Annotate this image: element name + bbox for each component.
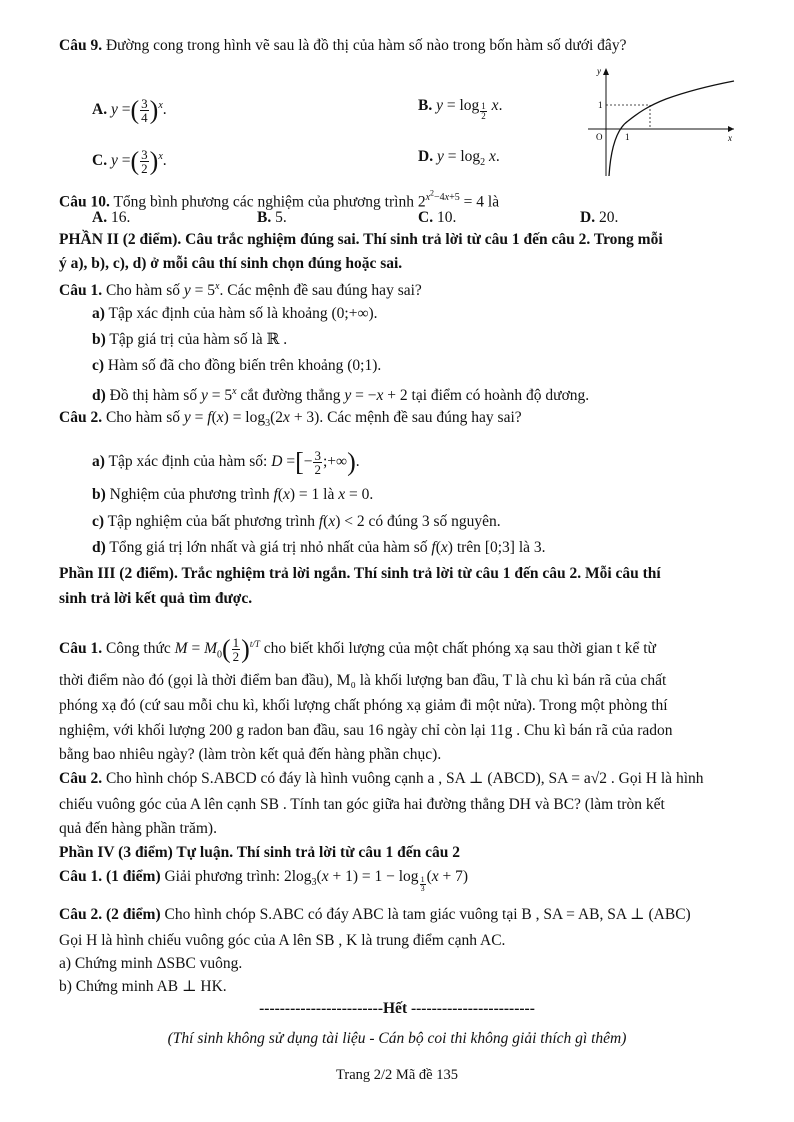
q9-a-label: A. xyxy=(92,101,108,119)
end-marker: ------------------------Hết ------------------------ xyxy=(259,1000,535,1017)
footer-note: (Thí sinh không sử dụng tài liệu - Cán bộ coi thi không giải thích gì thêm) xyxy=(167,1030,627,1047)
graph-y-label: y xyxy=(597,66,601,76)
q10-option-a: A. 16. xyxy=(92,209,131,226)
q9-option-a: A. y =( $\frac{3}{4}$ )$^x$. xyxy=(92,95,167,126)
y-axis-arrow xyxy=(603,68,609,75)
p2q1-a: a) Tập xác định của hàm số là khoảng (0;+∞). xyxy=(92,305,378,322)
p2q2-d: d) Tổng giá trị lớn nhất và giá trị nhỏ nhất của hàm số f(x) trên [0;3] là 3. xyxy=(92,539,546,556)
q10-label: Câu 10. xyxy=(59,193,110,211)
p4q1: Câu 1. (1 điểm) Giải phương trình: $2\log_3(x + 1) = 1 - \log$ $\frac{1}{3}$ (x + 7) xyxy=(59,868,469,893)
p3q1-line2: thời điểm nào đó (gọi là thời điểm ban đầu), M₀ là khối lượng ban đầu, T là chu kì bán rã của chất xyxy=(59,672,667,689)
p2q1-c: c) Hàm số đã cho đồng biến trên khoảng (0;1). xyxy=(92,357,382,374)
p3q2-line1: Câu 2. Cho hình chóp S.ABCD có đáy là hình vuông cạnh a , SA ⊥ (ABCD), SA = a√2 . Gọi H là hình xyxy=(59,770,704,787)
p2q1-d: d) Đồ thị hàm số $y = 5^x$ cắt đường thẳng y = −x + 2 tại điểm có hoành độ dương. xyxy=(92,386,590,405)
q9-b-label: B. xyxy=(418,97,433,114)
p2q2-stem: Câu 2. Cho hàm số $y = f(x) = \log_3(2x + 3)$. Các mệnh đề sau đúng hay sai? xyxy=(59,409,522,430)
p2q1-stem: Câu 1. Cho hàm số $y = 5^x$. Các mệnh đề sau đúng hay sai? xyxy=(59,281,422,300)
part3-heading-2: sinh trả lời kết quả tìm được. xyxy=(59,590,253,607)
q9-d-label: D. xyxy=(418,148,434,165)
graph-tick-y: 1 xyxy=(598,100,603,110)
x-axis-arrow xyxy=(728,126,734,132)
p2q2-a: a) Tập xác định của hàm số: D =[− $\frac{3}{2}$ ;+∞). xyxy=(92,447,360,477)
p2q1-b: b) Tập giá trị của hàm số là ℝ . xyxy=(92,331,288,348)
p4q2-line1: Câu 2. (2 điểm) Cho hình chóp S.ABC có đáy ABC là tam giác vuông tại B , SA = AB, SA ⊥ (ABC) xyxy=(59,906,691,923)
q9-c-label: C. xyxy=(92,152,108,170)
graph-tick-x: 1 xyxy=(625,132,630,142)
p3q1-line3: phóng xạ đó (cứ sau mỗi chu kì, khối lượng chất phóng xạ giảm đi một nửa). Trong một phòng thí xyxy=(59,697,668,714)
q9-option-c: C. y =( $\frac{3}{2}$ )$^x$. xyxy=(92,146,167,177)
part4-heading: Phần IV (3 điểm) Tự luận. Thí sinh trả lời từ câu 1 đến câu 2 xyxy=(59,844,460,861)
q10-option-d: D. 20. xyxy=(580,209,619,226)
p4q2-line2: Gọi H là hình chiếu vuông góc của A lên SB , K là trung điểm cạnh AC. xyxy=(59,932,506,949)
p2q2-b: b) Nghiệm của phương trình f(x) = 1 là x = 0. xyxy=(92,486,374,503)
p2q2-c: c) Tập nghiệm của bất phương trình f(x) < 2 có đúng 3 số nguyên. xyxy=(92,513,501,530)
graph-x-label: x xyxy=(728,133,732,143)
p3q2-line3: quả đến hàng phần trăm). xyxy=(59,820,217,837)
q9-option-b: B. y = log $\frac{1}{2}$ x. xyxy=(418,97,503,121)
graph-origin: O xyxy=(596,132,603,142)
q9-option-d: D. $y = \log_2 x$. xyxy=(418,148,500,169)
q10-tail: là xyxy=(487,193,500,211)
part2-heading-1: PHẦN II (2 điểm). Câu trắc nghiệm đúng sai. Thí sinh trả lời từ câu 1 đến câu 2. Trong mỗi xyxy=(59,231,663,248)
q10-stem: Câu 10. Tổng bình phương các nghiệm của phương trình $2^{x^2-4x+5} = 4$ là xyxy=(59,189,500,211)
part3-heading-1: Phần III (2 điểm). Trắc nghiệm trả lời ngắn. Thí sinh trả lời từ câu 1 đến câu 2. Mỗi câu thí xyxy=(59,565,661,582)
q9-graph xyxy=(588,66,738,178)
p4q2-b: b) Chứng minh AB ⊥ HK. xyxy=(59,978,227,995)
q10-text: Tổng bình phương các nghiệm của phương trình xyxy=(113,193,414,211)
p3q1-line5: bằng bao nhiêu ngày? (làm tròn kết quả đến hàng phần chục). xyxy=(59,746,442,763)
q10-option-b: B. 5. xyxy=(257,209,287,226)
q9-text: Đường cong trong hình vẽ sau là đồ thị của hàm số nào trong bốn hàm số dưới đây? xyxy=(105,37,627,54)
q10-option-c: C. 10. xyxy=(418,209,457,226)
p3q1-line1: Câu 1. Công thức $M = M_0$( $\frac{1}{2}$ )$^{t/T}$ cho biết khối lượng của một chất phóng xạ sau thời gian t kể từ xyxy=(59,634,656,665)
q9-label: Câu 9. xyxy=(59,37,103,54)
p3q2-line2: chiếu vuông góc của A lên cạnh SB . Tính tan góc giữa hai đường thẳng DH và BC? (làm tròn kết xyxy=(59,796,665,813)
p3q1-line4: nghiệm, với khối lượng 200 g radon ban đầu, sau 16 ngày chỉ còn lại 11g . Chu kì bán rã của radon xyxy=(59,722,673,739)
q9-stem xyxy=(59,36,626,56)
p4q2-a: a) Chứng minh ΔSBC vuông. xyxy=(59,955,243,972)
part2-heading-2: ý a), b), c), d) ở mỗi câu thí sinh chọn đúng hoặc sai. xyxy=(59,255,403,272)
page-number: Trang 2/2 Mã đề 135 xyxy=(336,1067,458,1083)
